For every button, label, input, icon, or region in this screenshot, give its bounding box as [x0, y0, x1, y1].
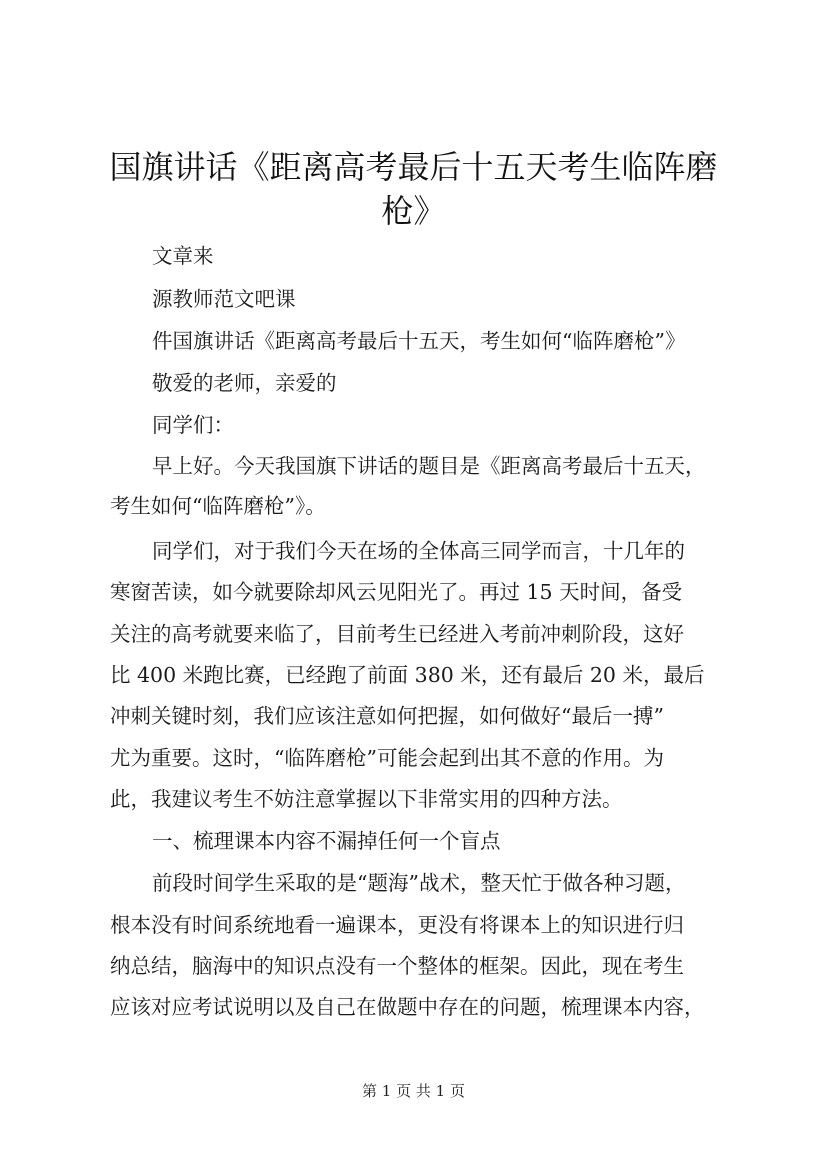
paragraph-line: 冲刺关键时刻，我们应该注意如何把握，如何做好“最后一搏” — [110, 704, 664, 728]
document-title — [100, 145, 727, 233]
paragraph-line: 源教师范文吧课 — [152, 287, 296, 311]
paragraph-line: 早上好。今天我国旗下讲话的题目是《距离高考最后十五天， — [152, 454, 706, 478]
paragraph-line: 应该对应考试说明以及自己在做题中存在的问题，梳理课本内容， — [110, 995, 705, 1019]
paragraph-line: 纳总结，脑海中的知识点没有一个整体的框架。因此，现在考生 — [110, 954, 684, 978]
paragraph-line: 寒窗苦读，如今就要除却风云见阳光了。再过 15 天时间，备受 — [110, 580, 683, 604]
paragraph-line: 根本没有时间系统地看一遍课本，更没有将课本上的知识进行归 — [110, 913, 684, 937]
paragraph-line: 考生如何“临阵磨枪”》。 — [110, 494, 326, 518]
title-line-2: 枪》 — [381, 192, 446, 230]
paragraph-line: 同学们，对于我们今天在场的全体高三同学而言，十几年的 — [152, 539, 685, 563]
paragraph-line: 同学们： — [152, 413, 234, 437]
paragraph-line: 前段时间学生采取的是“题海”战术，整天忙于做各种习题， — [152, 871, 686, 895]
paragraph-line: 件国旗讲话《距离高考最后十五天，考生如何“临阵磨枪”》 — [152, 329, 686, 353]
paragraph-line: 尤为重要。这时，“临阵磨枪”可能会起到出其不意的作用。为 — [110, 746, 664, 770]
paragraph-line: 文章来 — [152, 244, 214, 268]
paragraph-line: 此，我建议考生不妨注意掌握以下非常实用的四种方法。 — [110, 787, 623, 811]
paragraph-line: 比 400 米跑比赛，已经跑了前面 380 米，还有最后 20 米，最后 — [110, 663, 705, 687]
paragraph-line: 敬爱的老师，亲爱的 — [152, 371, 337, 395]
paragraph-line: 关注的高考就要来临了，目前考生已经进入考前冲刺阶段，这好 — [110, 622, 684, 646]
page-footer: 第 1 页 共 1 页 — [362, 1082, 465, 1100]
title-line-1: 国旗讲话《距离高考最后十五天考生临阵磨 — [109, 148, 718, 186]
section-heading: 一、梳理课本内容不漏掉任何一个盲点 — [152, 829, 501, 853]
